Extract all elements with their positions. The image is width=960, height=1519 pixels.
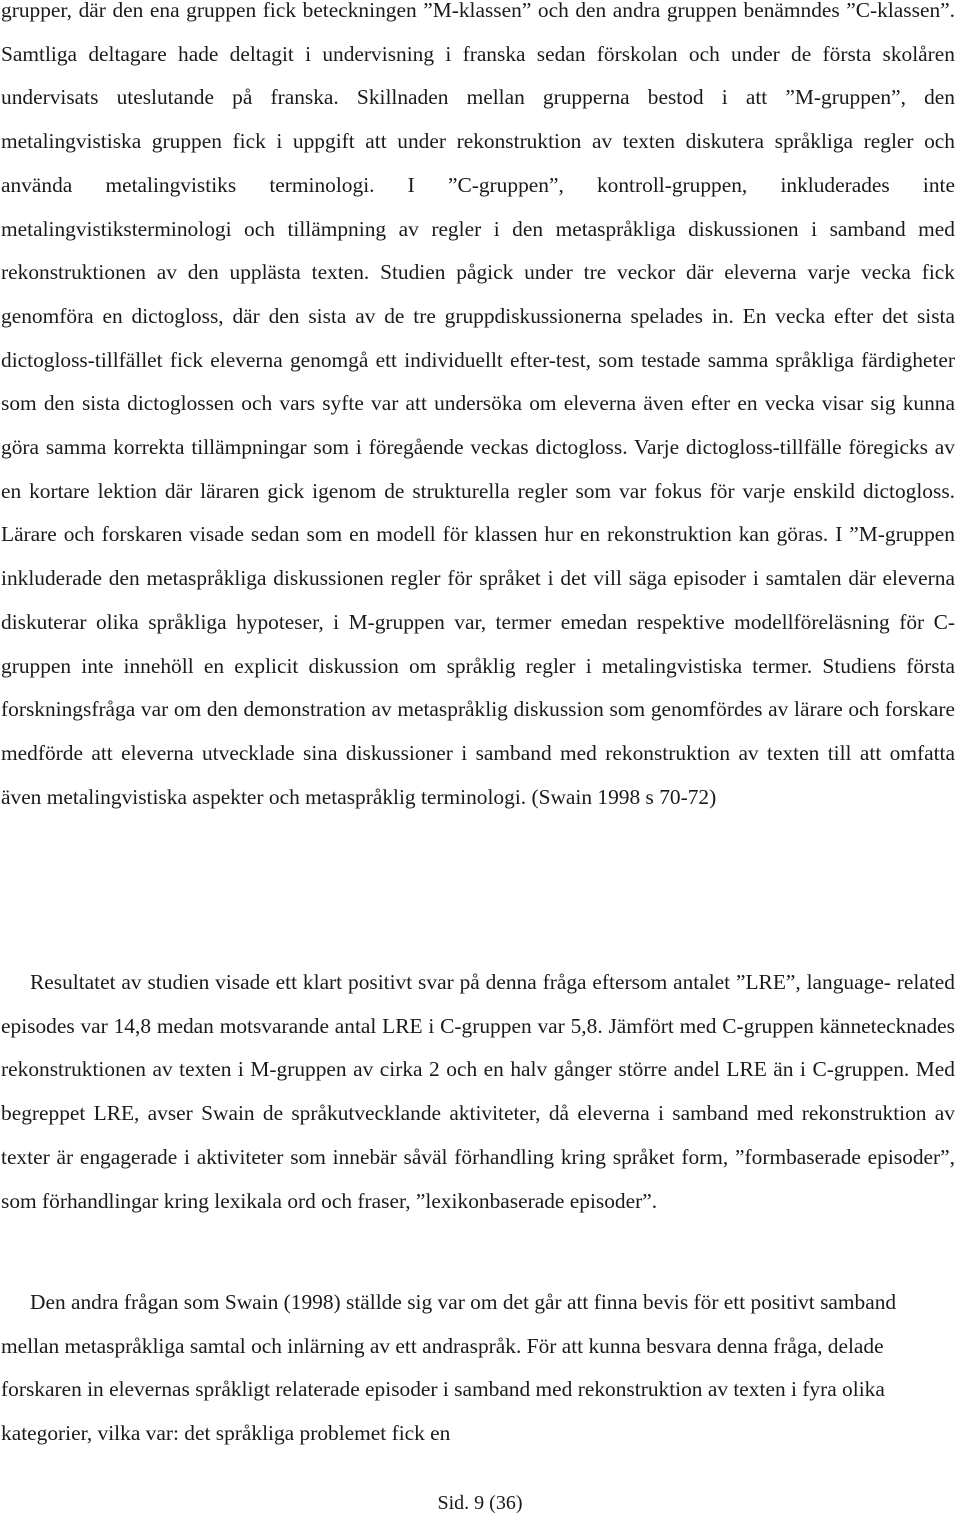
body-paragraph-3: Den andra frågan som Swain (1998) ställde sig var om det går att finna bevis för ett positivt samband mellan metaspråkliga samtal och inlärning av ett andraspråk. För att kunna besvara denna fråga, delade forskaren in elevernas språkligt relaterade episoder i samband med rekonstruktion av texten i fyra olika kategorier, vilka var: det språkliga problemet fick en — [1, 1290, 897, 1446]
body-paragraph-1: grupper, där den ena gruppen fick beteckningen ”M-klassen” och den andra gruppen benämndes ”C-klassen”. Samtliga deltagare hade deltagit i undervisning i franska sedan förskolan och under de första skolåren undervisats uteslutande på franska. Skillnaden mellan grupperna bestod i att ”M-gruppen”, den metalingvistiska gruppen fick i uppgift att under rekonstruktion av texten diskutera språkliga regler och använda metalingvistiks terminologi. I ”C-gruppen”, kontroll-gruppen, inkluderades inte metalingvistiksterminologi och tillämpning av regler i den metaspråkliga diskussionen i samband med rekonstruktionen av den upplästa texten. Studien pågick under tre veckor där eleverna varje vecka fick genomföra en dictogloss, där den sista av de tre gruppdiskussionerna spelades in. En vecka efter det sista dictogloss-tillfället fick eleverna genomgå ett individuellt efter-test, som testade samma språkliga färdigheter som den sista dictoglossen och vars syfte var att undersöka om eleverna även efter en vecka visar sig kunna göra samma korrekta tillämpningar som i föregående veckas dictogloss. Varje dictogloss-tillfälle föregicks av en kortare lektion där läraren gick igenom de strukturella regler som var fokus för varje enskild dictogloss. Lärare och forskaren visade sedan som en modell för klassen hur en rekonstruktion kan göras. I ”M-gruppen inkluderade den metaspråkliga diskussionen regler för språket i det vill säga episoder i samtalen där eleverna diskuterar olika språkliga hypoteser, i M-gruppen var, termer emedan respektive modellföreläsning för C-gruppen inte innehöll en explicit diskussion om språklig regler i metalingvistiska termer. Studiens första forskningsfråga var om den demonstration av metaspråklig diskussion som genomfördes av lärare och forskare medförde att eleverna utvecklade sina diskussioner i samband med rekonstruktion av texten till att omfatta även metalingvistiska aspekter och metaspråklig terminologi. (Swain 1998 s 70-72) — [1, 0, 955, 809]
page-number: Sid. 9 (36) — [437, 1492, 523, 1514]
body-paragraph-2: Resultatet av studien visade ett klart positivt svar på denna fråga eftersom antalet ”LRE”, language- related episodes var 14,8 medan motsvarande antal LRE i C-gruppen var 5,8. Jämfört med C-gruppen kännetecknades rekonstruktionen av texten i M-gruppen av cirka 2 och en halv gånger större andel LRE än i C-gruppen. Med begreppet LRE, avser Swain de språkutvecklande aktiviteter, då eleverna i samband med rekonstruktion av texter är engagerade i aktiviteter som innebär såväl förhandling kring språket form, ”formbaserade episoder”, som förhandlingar kring lexikala ord och fraser, ”lexikonbaserade episoder”. — [1, 970, 955, 1213]
